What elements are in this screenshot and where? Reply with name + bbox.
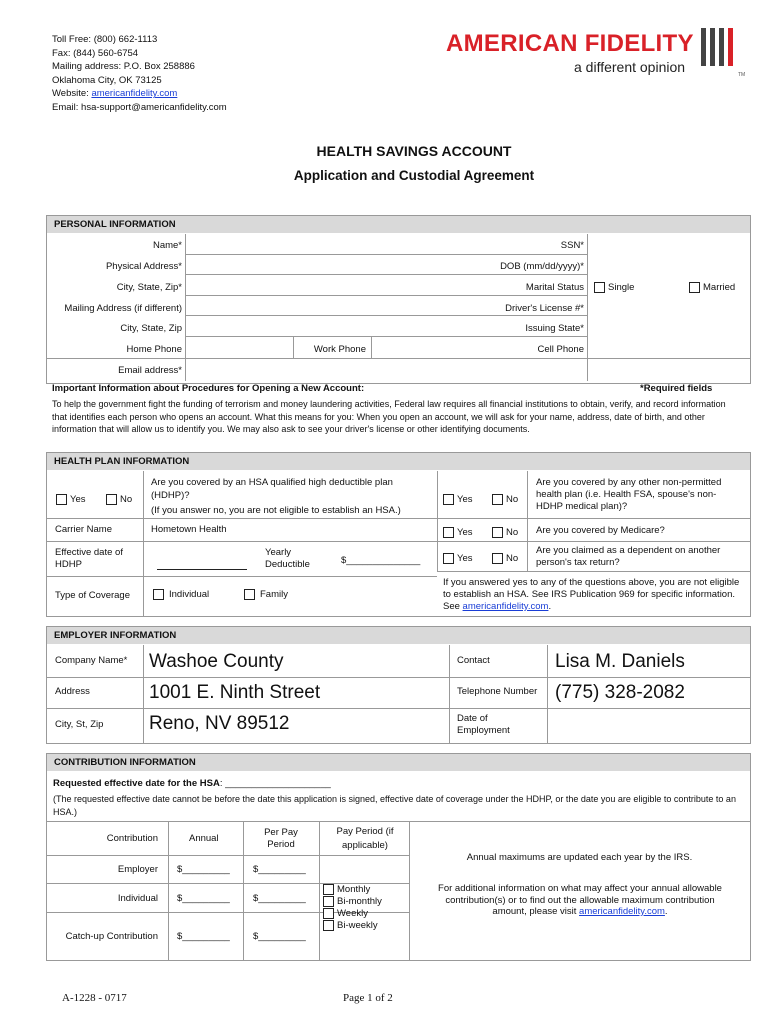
coverage-type-label: Type of Coverage — [55, 590, 130, 601]
married-checkbox[interactable] — [689, 282, 700, 293]
required-fields-note: *Required fields — [640, 383, 713, 394]
form-code: A-1228 - 0717 — [62, 992, 127, 1004]
medicare-yes-checkbox[interactable] — [443, 527, 454, 538]
address-label: Address — [55, 686, 90, 697]
hdhp-no-label: No — [120, 494, 133, 505]
page-number: Page 1 of 2 — [343, 992, 393, 1004]
mailing-city-label: City, State, Zip — [120, 323, 182, 334]
contribution-col-header: Contribution — [106, 833, 158, 844]
home-phone-field[interactable] — [187, 338, 292, 356]
issuing-state-field[interactable] — [589, 317, 749, 335]
marital-status-label: Marital Status — [525, 282, 584, 293]
requested-date-note: (The requested effective date cannot be before the date this application is signed, effective date of coverage under the HDHP, or the date you are eligible to contribute to an HSA.) — [53, 794, 736, 817]
personal-heading: PERSONAL INFORMATION — [47, 216, 750, 233]
bimonthly-checkbox[interactable] — [323, 896, 334, 907]
telephone-value[interactable]: (775) 328-2082 — [555, 682, 685, 703]
annual-col-header: Annual — [189, 833, 219, 844]
other-plan-no-label: No — [506, 494, 519, 505]
issuing-state-label: Issuing State* — [525, 323, 584, 334]
employer-city-label: City, St, Zip — [55, 719, 104, 730]
employment-date-field[interactable] — [549, 710, 749, 742]
per-pay-col-header: Per Pay Period — [264, 827, 298, 850]
more-info-end: . — [664, 906, 668, 917]
yearly-deductible-field[interactable]: $______________ — [341, 555, 421, 566]
health-heading: HEALTH PLAN INFORMATION — [47, 453, 750, 470]
fax: Fax: (844) 560-6754 — [52, 47, 139, 59]
individual-coverage-label: Individual — [169, 589, 210, 600]
requested-date-line — [53, 778, 331, 789]
more-info-link[interactable]: americanfidelity.com — [579, 906, 665, 917]
telephone-label: Telephone Number — [457, 686, 538, 697]
medicare-no-checkbox[interactable] — [492, 527, 503, 538]
eligibility-note-text: If you answered yes to any of the questions above, you are not eligible to establish an HSA. See IRS Publication 969 for specific information. See — [443, 577, 740, 612]
dob-field[interactable] — [589, 256, 749, 274]
carrier-value[interactable]: Hometown Health — [151, 524, 227, 535]
contribution-heading: CONTRIBUTION INFORMATION — [47, 754, 750, 771]
toll-free: Toll Free: (800) 662-1113 — [52, 34, 158, 45]
cell-phone-field[interactable] — [589, 338, 749, 356]
other-plan-question: Are you covered by any other non-permitted health plan (i.e. Health FSA, spouse's non-HDHP medical plan)? — [536, 477, 722, 512]
more-info-note — [431, 883, 729, 918]
logo-bars-icon — [701, 28, 741, 68]
mailing-address-label: Mailing Address (if different) — [64, 303, 182, 314]
hdhp-no-checkbox[interactable] — [106, 494, 117, 505]
name-field[interactable] — [187, 235, 585, 253]
bimonthly-label: Bi-monthly — [337, 896, 382, 907]
page-subtitle: Application and Custodial Agreement — [293, 168, 535, 183]
home-phone-label: Home Phone — [126, 344, 182, 355]
individual-per-pay-field[interactable]: $_________ — [253, 893, 306, 904]
website-label: Website: — [52, 88, 92, 100]
hdhp-question-2: (HDHP)? — [151, 490, 190, 501]
eligibility-note — [443, 577, 741, 613]
contact-label: Contact — [457, 655, 490, 666]
logo-tagline: a different opinion — [574, 59, 686, 75]
logo-name: AMERICAN FIDELITY — [446, 30, 694, 57]
married-label: Married — [703, 282, 736, 293]
dependent-yes-checkbox[interactable] — [443, 553, 454, 564]
website-line — [52, 87, 352, 101]
employer-city-value[interactable]: Reno, NV 89512 — [149, 713, 290, 734]
medicare-question: Are you covered by Medicare? — [536, 525, 665, 536]
individual-coverage-checkbox[interactable] — [153, 589, 164, 600]
important-heading: Important Information about Procedures for Opening a New Account: — [52, 383, 365, 394]
contact-value[interactable]: Lisa M. Daniels — [555, 651, 685, 672]
contribution-section — [46, 753, 751, 961]
employer-annual-field[interactable]: $_________ — [177, 864, 230, 875]
personal-information-section — [46, 215, 751, 384]
other-plan-yes-checkbox[interactable] — [443, 494, 454, 505]
more-info-text: For additional information on what may affect your annual allowable contribution(s) or to find out the allowable maximum contribution amount, please visit — [438, 883, 722, 917]
work-phone-label: Work Phone — [313, 344, 366, 355]
trademark: TM — [738, 72, 746, 78]
dependent-question: Are you claimed as a dependent on another person's tax return? — [536, 545, 721, 568]
dependent-no-label: No — [506, 553, 519, 564]
weekly-checkbox[interactable] — [323, 908, 334, 919]
weekly-label: Weekly — [337, 908, 368, 919]
single-label: Single — [608, 282, 635, 293]
email: Email: hsa-support@americanfidelity.com — [52, 101, 227, 113]
monthly-checkbox[interactable] — [323, 884, 334, 895]
patriot-act-paragraph: To help the government fight the funding of terrorism and money laundering activities, Federal law requires all financial institutions to obtain, verify, and record information that identifies each person who opens an account. What this means for you: When you open an account, we will ask for your name, address, date of birth, and other information that will allow us to identify you. We may also ask to see your driver's license or other identifying documents. — [52, 399, 726, 435]
other-plan-no-checkbox[interactable] — [492, 494, 503, 505]
family-coverage-checkbox[interactable] — [244, 589, 255, 600]
hdhp-question-1: Are you covered by an HSA qualified high deductible plan — [151, 477, 393, 488]
catch-up-annual-field[interactable]: $_________ — [177, 931, 230, 942]
biweekly-label: Bi-weekly — [337, 920, 378, 931]
city-state-zip-label: City, State, Zip* — [116, 282, 182, 293]
catch-up-row-label: Catch-up Contribution — [65, 931, 158, 942]
contact-block — [52, 33, 352, 115]
email-label: Email address* — [118, 365, 182, 376]
cell-phone-label: Cell Phone — [537, 344, 584, 355]
eligibility-note-link[interactable]: americanfidelity.com — [462, 601, 549, 612]
eligibility-note-end: . — [548, 601, 552, 612]
catch-up-per-pay-field[interactable]: $_________ — [253, 931, 306, 942]
employer-row-label: Employer — [117, 864, 158, 875]
company-name-value[interactable]: Washoe County — [149, 651, 284, 672]
mailing-city: Oklahoma City, OK 73125 — [52, 74, 162, 86]
dependent-no-checkbox[interactable] — [492, 553, 503, 564]
carrier-label: Carrier Name — [55, 524, 113, 535]
individual-row-label: Individual — [117, 893, 158, 904]
biweekly-checkbox[interactable] — [323, 920, 334, 931]
hdhp-yes-label: Yes — [70, 494, 86, 505]
mailing-address: Mailing address: P.O. Box 258886 — [52, 61, 195, 73]
employer-per-pay-field[interactable]: $_________ — [253, 864, 306, 875]
ssn-label: SSN* — [560, 240, 584, 251]
effective-date-field[interactable] — [157, 569, 247, 570]
company-logo — [446, 26, 746, 81]
name-label: Name* — [152, 240, 182, 251]
dob-label: DOB (mm/dd/yyyy)* — [500, 261, 584, 272]
medicare-yes-label: Yes — [457, 527, 473, 538]
annual-maximums-note: Annual maximums are updated each year by the IRS. — [466, 852, 693, 863]
yearly-deductible-label: Yearly Deductible — [265, 547, 310, 570]
monthly-label: Monthly — [337, 884, 371, 895]
hdhp-yes-checkbox[interactable] — [56, 494, 67, 505]
ssn-field[interactable] — [589, 235, 749, 253]
physical-address-label: Physical Address* — [105, 261, 182, 272]
page-title: HEALTH SAVINGS ACCOUNT — [316, 143, 512, 159]
individual-annual-field[interactable]: $_________ — [177, 893, 230, 904]
website-link[interactable]: americanfidelity.com — [91, 88, 178, 100]
single-checkbox[interactable] — [594, 282, 605, 293]
requested-date-field[interactable]: : ____________________ — [219, 778, 331, 789]
dependent-yes-label: Yes — [457, 553, 473, 564]
effective-date-label: Effective date of HDHP — [55, 547, 123, 570]
pay-period-col-header: Pay Period (if applicable) — [336, 826, 394, 851]
drivers-license-field[interactable] — [589, 297, 749, 315]
family-coverage-label: Family — [260, 589, 288, 600]
other-plan-yes-label: Yes — [457, 494, 473, 505]
hdhp-question-3: (If you answer no, you are not eligible to establish an HSA.) — [151, 505, 401, 516]
employer-section — [46, 626, 751, 744]
health-plan-section — [46, 452, 751, 617]
drivers-license-label: Driver's License #* — [505, 303, 584, 314]
employer-heading: EMPLOYER INFORMATION — [47, 627, 750, 644]
medicare-no-label: No — [506, 527, 519, 538]
address-value[interactable]: 1001 E. Ninth Street — [149, 682, 321, 703]
company-name-label: Company Name* — [55, 655, 128, 666]
requested-date-label: Requested effective date for the HSA — [53, 778, 220, 789]
employment-date-label: Date of Employment — [457, 713, 510, 736]
email-field[interactable] — [187, 360, 749, 378]
